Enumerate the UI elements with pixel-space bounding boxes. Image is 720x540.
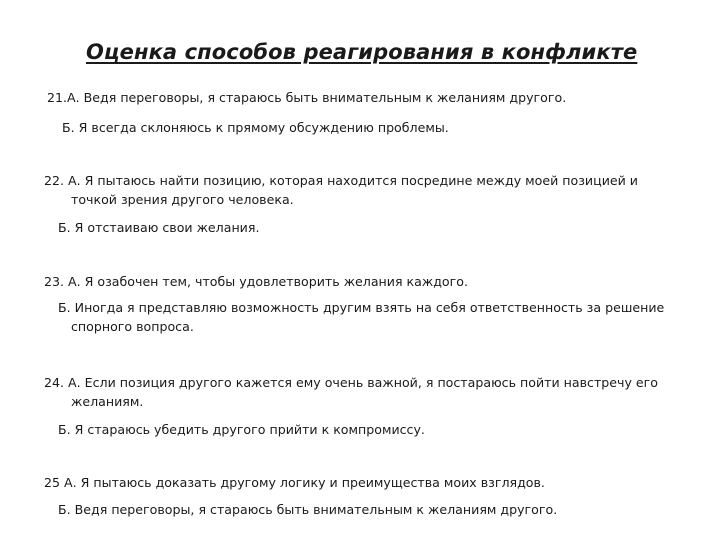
item-23-option-a: 23. А. Я озабочен тем, чтобы удовлетворить желания каждого.: [44, 274, 468, 289]
item-22-option-a: 22. А. Я пытаюсь найти позицию, которая находится посредине между моей позицией и: [44, 173, 638, 188]
item-24-option-b: Б. Я стараюсь убедить другого прийти к компромиссу.: [58, 422, 425, 437]
item-22-option-a-cont: точкой зрения другого человека.: [71, 192, 294, 207]
item-21-option-a: 21.А. Ведя переговоры, я стараюсь быть внимательным к желаниям другого.: [47, 90, 567, 105]
item-25-option-a: 25 А. Я пытаюсь доказать другому логику и преимущества моих взглядов.: [44, 475, 545, 490]
item-24-option-a: 24. А. Если позиция другого кажется ему очень важной, я постараюсь пойти навстречу его: [44, 375, 659, 390]
item-23-option-b-cont: спорного вопроса.: [71, 319, 194, 334]
page-title: Оценка способов реагирования в конфликте: [86, 40, 638, 64]
item-24-option-a-cont: желаниям.: [71, 394, 144, 409]
item-25-option-b: Б. Ведя переговоры, я стараюсь быть внимательным к желаниям другого.: [58, 502, 558, 517]
item-23-option-b: Б. Иногда я представляю возможность другим взять на себя ответственность за решение: [58, 300, 665, 315]
item-21-option-b: Б. Я всегда склоняюсь к прямому обсуждению проблемы.: [62, 120, 449, 135]
item-22-option-b: Б. Я отстаиваю свои желания.: [58, 220, 260, 235]
